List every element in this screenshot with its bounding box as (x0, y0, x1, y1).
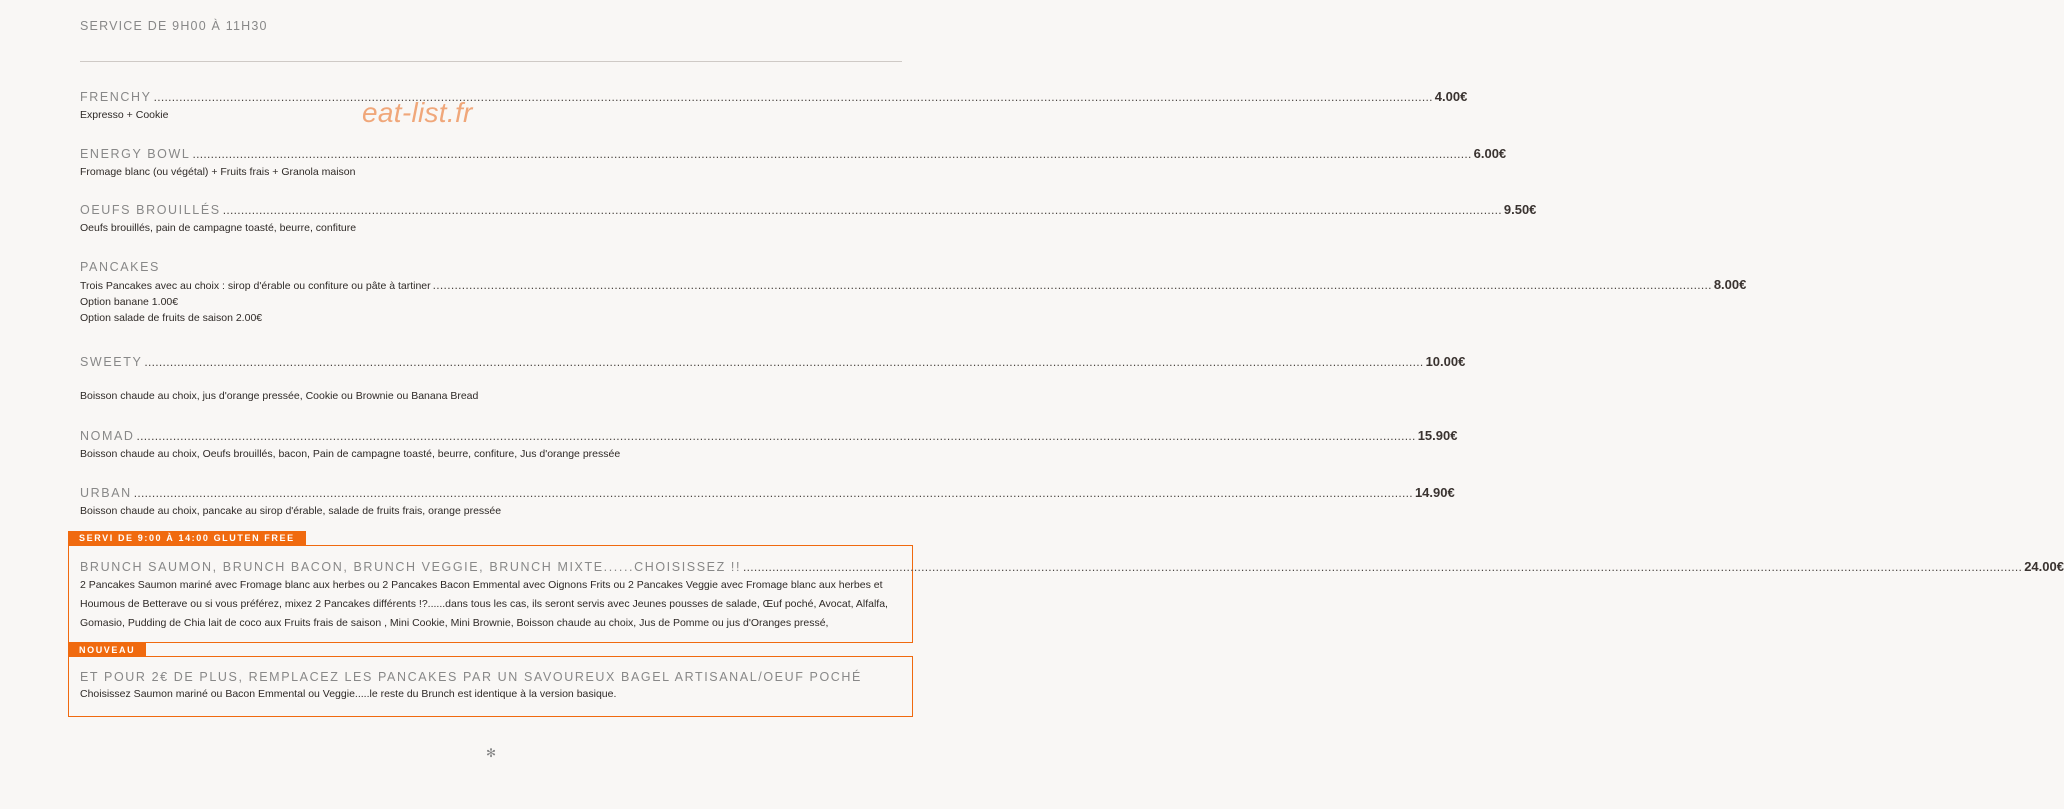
item-price: 6.00€ (1473, 146, 1507, 161)
leader-dots: ................................................................................................................................................................................................................................................................................................................................................................ (222, 203, 1502, 217)
menu-item-oeufs-brouilles (80, 202, 1537, 236)
item-name: PANCAKES (80, 260, 160, 274)
item-name: SWEETY (80, 355, 143, 369)
leader-dots: ................................................................................................................................................................................................................................................................................................................................................................ (144, 355, 1424, 369)
leader-dots: ................................................................................................................................................................................................................................................................................................................................................................ (136, 429, 1416, 443)
brunch-tag-badge: SERVI DE 9:00 À 14:00 GLUTEN FREE (68, 531, 306, 545)
brunch-box (68, 545, 2064, 643)
item-name: NOMAD (80, 429, 135, 443)
item-description: Trois Pancakes avec au choix : sirop d'érable ou confiture ou pâte à tartiner (80, 280, 431, 292)
menu-item-energy-bowl (80, 146, 1507, 180)
service-hours: SERVICE DE 9H00 À 11H30 (80, 19, 268, 33)
menu-item-pancakes (80, 260, 1747, 324)
item-option: Option salade de fruits de saison 2.00€ (80, 312, 263, 324)
leader-dots: ................................................................................................................................................................................................................................................................................................................................................................ (133, 486, 1413, 500)
asterisk-icon: ✻ (486, 746, 497, 760)
item-description: Boisson chaude au choix, jus d'orange pressée, Cookie ou Brownie ou Banana Bread (80, 390, 479, 402)
leader-dots: ................................................................................................................................................................................................................................................................................................................................................................ (153, 90, 1433, 104)
menu-item-sweety (80, 354, 1466, 404)
brunch-description-line: Houmous de Betterave ou si vous préférez, mixez 2 Pancakes différents !?......dans tous les cas, ils seront servis avec Jeunes pousses de salade, Œuf poché, Avocat, Alfalfa, (80, 598, 888, 610)
item-name: OEUFS BROUILLÉS (80, 203, 221, 217)
nouveau-box (68, 656, 913, 717)
brunch-name: BRUNCH SAUMON, BRUNCH BACON, BRUNCH VEGGIE, BRUNCH MIXTE......CHOISISSEZ !! (80, 560, 742, 574)
brunch-description-line: 2 Pancakes Saumon mariné avec Fromage blanc aux herbes ou 2 Pancakes Bacon Emmental avec Oignons Frits ou 2 Pancakes Veggie avec Fromage blanc aux herbes et (80, 579, 883, 591)
nouveau-title: ET POUR 2€ DE PLUS, REMPLACEZ LES PANCAKES PAR UN SAVOUREUX BAGEL ARTISANAL/OEUF POCHÉ (80, 670, 862, 684)
item-name: URBAN (80, 486, 132, 500)
item-price: 10.00€ (1425, 354, 1466, 369)
leader-dots: ................................................................................................................................................................................................................................................................................................................................................................ (743, 560, 2023, 574)
watermark-logo: eat-list.fr (362, 97, 473, 128)
nouveau-description: Choisissez Saumon mariné ou Bacon Emmental ou Veggie.....le reste du Brunch est identique à la version basique. (80, 688, 617, 700)
item-price: 14.90€ (1414, 485, 1455, 500)
item-description: Oeufs brouillés, pain de campagne toasté, beurre, confiture (80, 222, 357, 234)
menu-item-urban (80, 485, 1455, 519)
item-price: 9.50€ (1503, 202, 1537, 217)
item-name: FRENCHY (80, 90, 152, 104)
item-price: 15.90€ (1417, 428, 1458, 443)
item-description: Boisson chaude au choix, Oeufs brouillés, bacon, Pain de campagne toasté, beurre, confiture, Jus d'orange pressée (80, 448, 621, 460)
brunch-price: 24.00€ (2024, 559, 2064, 574)
item-description: Boisson chaude au choix, pancake au sirop d'érable, salade de fruits frais, orange pressée (80, 505, 502, 517)
divider (80, 61, 902, 62)
item-description: Expresso + Cookie (80, 109, 169, 121)
item-name: ENERGY BOWL (80, 147, 191, 161)
menu-item-frenchy (80, 89, 1468, 123)
item-description: Fromage blanc (ou végétal) + Fruits frais + Granola maison (80, 166, 356, 178)
item-price: 8.00€ (1713, 277, 1747, 292)
leader-dots: ................................................................................................................................................................................................................................................................................................................................................................ (192, 147, 1472, 161)
item-option: Option banane 1.00€ (80, 296, 179, 308)
menu-item-nomad (80, 428, 1458, 462)
brunch-description-line: Gomasio, Pudding de Chia lait de coco aux Fruits frais de saison , Mini Cookie, Mini Brownie, Boisson chaude au choix, Jus de Pomme ou jus d'Oranges pressé, (80, 617, 829, 629)
nouveau-badge: NOUVEAU (68, 643, 146, 657)
item-price: 4.00€ (1434, 89, 1468, 104)
leader-dots: ................................................................................................................................................................................................................................................................................................................................................................ (432, 278, 1712, 292)
